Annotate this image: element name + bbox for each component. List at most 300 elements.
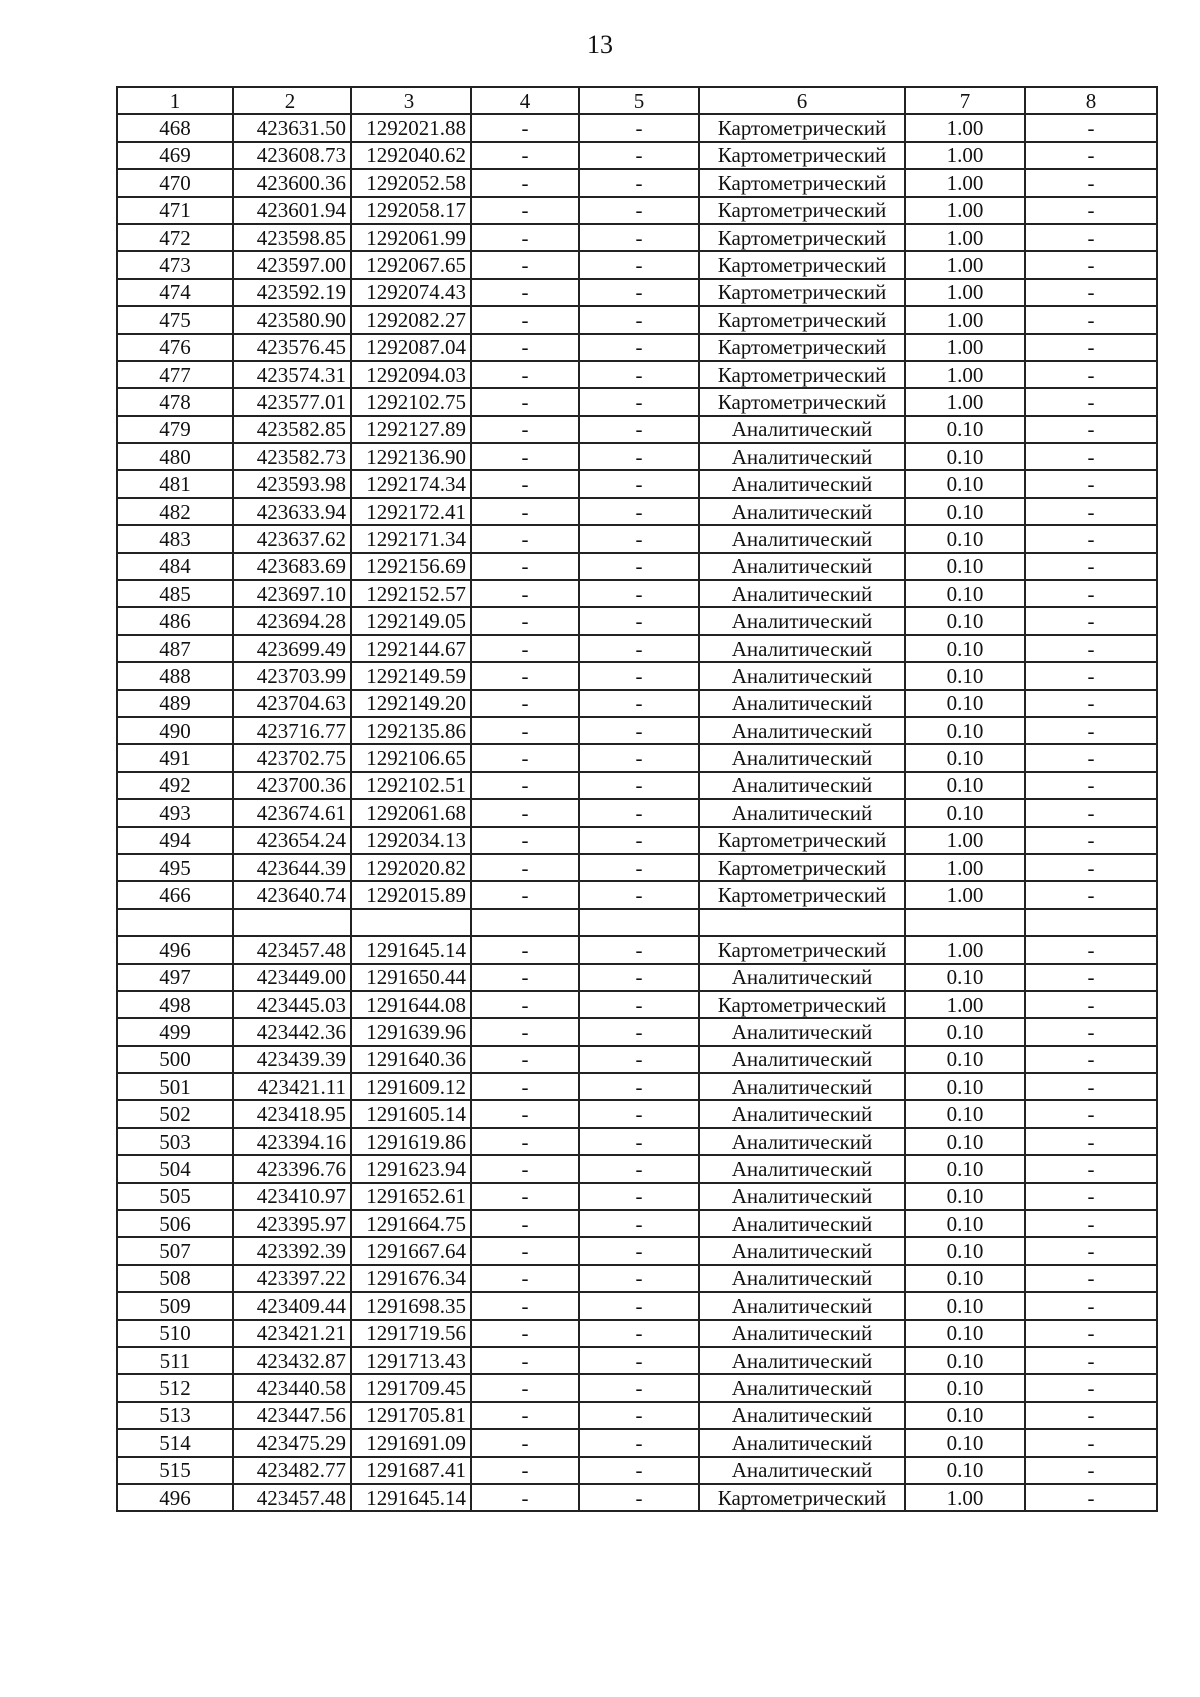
method-cell: Картометрический bbox=[699, 224, 905, 251]
col8-value-cell: - bbox=[1025, 443, 1157, 470]
y-coordinate-cell: 1292171.34 bbox=[351, 525, 471, 552]
y-coordinate-cell: 1292074.43 bbox=[351, 279, 471, 306]
table-row bbox=[117, 1183, 1157, 1210]
point-number-cell: 488 bbox=[117, 662, 233, 689]
col4-value-cell: - bbox=[471, 1429, 579, 1456]
point-number-cell: 494 bbox=[117, 827, 233, 854]
col4-value-cell: - bbox=[471, 744, 579, 771]
x-coordinate-cell: 423644.39 bbox=[233, 854, 351, 881]
col5-value-cell: - bbox=[579, 1484, 699, 1511]
point-number-cell: 468 bbox=[117, 114, 233, 141]
y-coordinate-cell: 1292156.69 bbox=[351, 553, 471, 580]
x-coordinate-cell: 423432.87 bbox=[233, 1347, 351, 1374]
table-row bbox=[117, 662, 1157, 689]
x-coordinate-cell: 423418.95 bbox=[233, 1100, 351, 1127]
y-coordinate-cell: 1292127.89 bbox=[351, 416, 471, 443]
accuracy-cell: 0.10 bbox=[905, 1320, 1025, 1347]
point-number-cell: 491 bbox=[117, 744, 233, 771]
accuracy-cell: 0.10 bbox=[905, 1402, 1025, 1429]
accuracy-cell bbox=[905, 909, 1025, 936]
header-cell: 8 bbox=[1025, 87, 1157, 114]
col8-value-cell: - bbox=[1025, 1292, 1157, 1319]
table-row bbox=[117, 1018, 1157, 1045]
table-row bbox=[117, 1374, 1157, 1401]
table-row bbox=[117, 525, 1157, 552]
accuracy-cell: 1.00 bbox=[905, 279, 1025, 306]
y-coordinate-cell: 1291709.45 bbox=[351, 1374, 471, 1401]
coordinates-table bbox=[116, 86, 1158, 1512]
point-number-cell: 477 bbox=[117, 361, 233, 388]
method-cell: Картометрический bbox=[699, 251, 905, 278]
col8-value-cell: - bbox=[1025, 525, 1157, 552]
method-cell: Картометрический bbox=[699, 169, 905, 196]
method-cell: Аналитический bbox=[699, 443, 905, 470]
col8-value-cell: - bbox=[1025, 854, 1157, 881]
col5-value-cell: - bbox=[579, 1046, 699, 1073]
accuracy-cell: 1.00 bbox=[905, 224, 1025, 251]
accuracy-cell: 0.10 bbox=[905, 1265, 1025, 1292]
table-row bbox=[117, 1292, 1157, 1319]
col5-value-cell: - bbox=[579, 306, 699, 333]
method-cell: Аналитический bbox=[699, 1155, 905, 1182]
col4-value-cell: - bbox=[471, 1292, 579, 1319]
col4-value-cell: - bbox=[471, 1320, 579, 1347]
table-row bbox=[117, 964, 1157, 991]
col4-value-cell: - bbox=[471, 334, 579, 361]
y-coordinate-cell: 1292149.20 bbox=[351, 690, 471, 717]
col8-value-cell: - bbox=[1025, 1457, 1157, 1484]
table-row bbox=[117, 1402, 1157, 1429]
y-coordinate-cell: 1292144.67 bbox=[351, 635, 471, 662]
col4-value-cell: - bbox=[471, 114, 579, 141]
accuracy-cell: 1.00 bbox=[905, 388, 1025, 415]
accuracy-cell: 0.10 bbox=[905, 717, 1025, 744]
y-coordinate-cell: 1292172.41 bbox=[351, 498, 471, 525]
accuracy-cell: 1.00 bbox=[905, 1484, 1025, 1511]
y-coordinate-cell: 1292149.05 bbox=[351, 607, 471, 634]
accuracy-cell: 1.00 bbox=[905, 142, 1025, 169]
y-coordinate-cell: 1292149.59 bbox=[351, 662, 471, 689]
col8-value-cell: - bbox=[1025, 936, 1157, 963]
method-cell: Аналитический bbox=[699, 1073, 905, 1100]
col4-value-cell: - bbox=[471, 1237, 579, 1264]
table-row bbox=[117, 1347, 1157, 1374]
table-row bbox=[117, 416, 1157, 443]
col8-value-cell: - bbox=[1025, 1100, 1157, 1127]
y-coordinate-cell bbox=[351, 909, 471, 936]
x-coordinate-cell bbox=[233, 909, 351, 936]
x-coordinate-cell: 423582.73 bbox=[233, 443, 351, 470]
y-coordinate-cell: 1291619.86 bbox=[351, 1128, 471, 1155]
method-cell bbox=[699, 909, 905, 936]
col5-value-cell: - bbox=[579, 1210, 699, 1237]
col5-value-cell: - bbox=[579, 690, 699, 717]
method-cell: Аналитический bbox=[699, 553, 905, 580]
method-cell: Картометрический bbox=[699, 334, 905, 361]
method-cell: Аналитический bbox=[699, 1237, 905, 1264]
col4-value-cell: - bbox=[471, 1018, 579, 1045]
y-coordinate-cell: 1291719.56 bbox=[351, 1320, 471, 1347]
accuracy-cell: 1.00 bbox=[905, 361, 1025, 388]
x-coordinate-cell: 423395.97 bbox=[233, 1210, 351, 1237]
col4-value-cell: - bbox=[471, 772, 579, 799]
y-coordinate-cell: 1291609.12 bbox=[351, 1073, 471, 1100]
method-cell: Картометрический bbox=[699, 306, 905, 333]
col5-value-cell: - bbox=[579, 197, 699, 224]
method-cell: Аналитический bbox=[699, 799, 905, 826]
col5-value-cell: - bbox=[579, 799, 699, 826]
col4-value-cell: - bbox=[471, 169, 579, 196]
col8-value-cell: - bbox=[1025, 114, 1157, 141]
col8-value-cell: - bbox=[1025, 306, 1157, 333]
col8-value-cell: - bbox=[1025, 827, 1157, 854]
accuracy-cell: 0.10 bbox=[905, 1073, 1025, 1100]
y-coordinate-cell: 1292106.65 bbox=[351, 744, 471, 771]
y-coordinate-cell: 1291644.08 bbox=[351, 991, 471, 1018]
point-number-cell: 497 bbox=[117, 964, 233, 991]
point-number-cell: 508 bbox=[117, 1265, 233, 1292]
x-coordinate-cell: 423654.24 bbox=[233, 827, 351, 854]
table-row bbox=[117, 1073, 1157, 1100]
method-cell: Аналитический bbox=[699, 1457, 905, 1484]
col5-value-cell: - bbox=[579, 169, 699, 196]
col8-value-cell: - bbox=[1025, 1073, 1157, 1100]
col8-value-cell: - bbox=[1025, 1128, 1157, 1155]
method-cell: Картометрический bbox=[699, 854, 905, 881]
accuracy-cell: 1.00 bbox=[905, 854, 1025, 881]
col8-value-cell: - bbox=[1025, 251, 1157, 278]
col5-value-cell: - bbox=[579, 416, 699, 443]
table-row bbox=[117, 334, 1157, 361]
header-cell: 5 bbox=[579, 87, 699, 114]
header-cell: 6 bbox=[699, 87, 905, 114]
y-coordinate-cell: 1292135.86 bbox=[351, 717, 471, 744]
col5-value-cell: - bbox=[579, 772, 699, 799]
x-coordinate-cell: 423397.22 bbox=[233, 1265, 351, 1292]
method-cell: Аналитический bbox=[699, 1128, 905, 1155]
y-coordinate-cell: 1291705.81 bbox=[351, 1402, 471, 1429]
method-cell: Аналитический bbox=[699, 1100, 905, 1127]
point-number-cell: 492 bbox=[117, 772, 233, 799]
point-number-cell: 510 bbox=[117, 1320, 233, 1347]
x-coordinate-cell: 423475.29 bbox=[233, 1429, 351, 1456]
table-row bbox=[117, 306, 1157, 333]
point-number-cell: 495 bbox=[117, 854, 233, 881]
col5-value-cell bbox=[579, 909, 699, 936]
method-cell: Аналитический bbox=[699, 744, 905, 771]
accuracy-cell: 1.00 bbox=[905, 306, 1025, 333]
y-coordinate-cell: 1292061.68 bbox=[351, 799, 471, 826]
table-row bbox=[117, 936, 1157, 963]
col8-value-cell: - bbox=[1025, 470, 1157, 497]
table-row bbox=[117, 635, 1157, 662]
x-coordinate-cell: 423694.28 bbox=[233, 607, 351, 634]
y-coordinate-cell: 1292015.89 bbox=[351, 881, 471, 908]
method-cell: Аналитический bbox=[699, 1320, 905, 1347]
col5-value-cell: - bbox=[579, 443, 699, 470]
x-coordinate-cell: 423637.62 bbox=[233, 525, 351, 552]
x-coordinate-cell: 423631.50 bbox=[233, 114, 351, 141]
y-coordinate-cell: 1291645.14 bbox=[351, 1484, 471, 1511]
col5-value-cell: - bbox=[579, 251, 699, 278]
table-row bbox=[117, 854, 1157, 881]
accuracy-cell: 0.10 bbox=[905, 635, 1025, 662]
point-number-cell: 466 bbox=[117, 881, 233, 908]
y-coordinate-cell: 1292094.03 bbox=[351, 361, 471, 388]
col4-value-cell: - bbox=[471, 662, 579, 689]
point-number-cell: 478 bbox=[117, 388, 233, 415]
col4-value-cell: - bbox=[471, 1484, 579, 1511]
col8-value-cell: - bbox=[1025, 388, 1157, 415]
table-row bbox=[117, 498, 1157, 525]
point-number-cell: 505 bbox=[117, 1183, 233, 1210]
accuracy-cell: 0.10 bbox=[905, 1183, 1025, 1210]
accuracy-cell: 0.10 bbox=[905, 1237, 1025, 1264]
x-coordinate-cell: 423580.90 bbox=[233, 306, 351, 333]
x-coordinate-cell: 423439.39 bbox=[233, 1046, 351, 1073]
point-number-cell: 509 bbox=[117, 1292, 233, 1319]
method-cell: Картометрический bbox=[699, 361, 905, 388]
table-row bbox=[117, 388, 1157, 415]
x-coordinate-cell: 423598.85 bbox=[233, 224, 351, 251]
method-cell: Аналитический bbox=[699, 964, 905, 991]
point-number-cell: 499 bbox=[117, 1018, 233, 1045]
method-cell: Картометрический bbox=[699, 1484, 905, 1511]
accuracy-cell: 0.10 bbox=[905, 498, 1025, 525]
table-row bbox=[117, 580, 1157, 607]
table-row bbox=[117, 991, 1157, 1018]
col5-value-cell: - bbox=[579, 1347, 699, 1374]
x-coordinate-cell: 423597.00 bbox=[233, 251, 351, 278]
method-cell: Аналитический bbox=[699, 690, 905, 717]
x-coordinate-cell: 423608.73 bbox=[233, 142, 351, 169]
method-cell: Аналитический bbox=[699, 1292, 905, 1319]
accuracy-cell: 0.10 bbox=[905, 662, 1025, 689]
col8-value-cell: - bbox=[1025, 964, 1157, 991]
col8-value-cell: - bbox=[1025, 197, 1157, 224]
accuracy-cell: 0.10 bbox=[905, 580, 1025, 607]
y-coordinate-cell: 1291650.44 bbox=[351, 964, 471, 991]
col8-value-cell: - bbox=[1025, 580, 1157, 607]
x-coordinate-cell: 423396.76 bbox=[233, 1155, 351, 1182]
table-row bbox=[117, 1265, 1157, 1292]
point-number-cell: 496 bbox=[117, 936, 233, 963]
col8-value-cell: - bbox=[1025, 607, 1157, 634]
x-coordinate-cell: 423716.77 bbox=[233, 717, 351, 744]
point-number-cell: 513 bbox=[117, 1402, 233, 1429]
col5-value-cell: - bbox=[579, 553, 699, 580]
col4-value-cell: - bbox=[471, 635, 579, 662]
col5-value-cell: - bbox=[579, 114, 699, 141]
col4-value-cell: - bbox=[471, 1347, 579, 1374]
col8-value-cell: - bbox=[1025, 1484, 1157, 1511]
col8-value-cell: - bbox=[1025, 1210, 1157, 1237]
x-coordinate-cell: 423445.03 bbox=[233, 991, 351, 1018]
y-coordinate-cell: 1291687.41 bbox=[351, 1457, 471, 1484]
table-body bbox=[117, 114, 1157, 1511]
y-coordinate-cell: 1291639.96 bbox=[351, 1018, 471, 1045]
col5-value-cell: - bbox=[579, 1128, 699, 1155]
x-coordinate-cell: 423683.69 bbox=[233, 553, 351, 580]
col5-value-cell: - bbox=[579, 1237, 699, 1264]
x-coordinate-cell: 423576.45 bbox=[233, 334, 351, 361]
x-coordinate-cell: 423410.97 bbox=[233, 1183, 351, 1210]
col8-value-cell: - bbox=[1025, 717, 1157, 744]
col8-value-cell: - bbox=[1025, 416, 1157, 443]
x-coordinate-cell: 423577.01 bbox=[233, 388, 351, 415]
point-number-cell: 502 bbox=[117, 1100, 233, 1127]
y-coordinate-cell: 1292087.04 bbox=[351, 334, 471, 361]
col5-value-cell: - bbox=[579, 881, 699, 908]
point-number-cell: 483 bbox=[117, 525, 233, 552]
y-coordinate-cell: 1291623.94 bbox=[351, 1155, 471, 1182]
y-coordinate-cell: 1292102.51 bbox=[351, 772, 471, 799]
x-coordinate-cell: 423601.94 bbox=[233, 197, 351, 224]
col8-value-cell: - bbox=[1025, 142, 1157, 169]
col8-value-cell: - bbox=[1025, 224, 1157, 251]
table-row bbox=[117, 909, 1157, 936]
table-row bbox=[117, 690, 1157, 717]
point-number-cell: 507 bbox=[117, 1237, 233, 1264]
accuracy-cell: 1.00 bbox=[905, 334, 1025, 361]
table-row bbox=[117, 114, 1157, 141]
point-number-cell: 486 bbox=[117, 607, 233, 634]
col5-value-cell: - bbox=[579, 580, 699, 607]
y-coordinate-cell: 1291667.64 bbox=[351, 1237, 471, 1264]
y-coordinate-cell: 1292174.34 bbox=[351, 470, 471, 497]
col4-value-cell: - bbox=[471, 388, 579, 415]
accuracy-cell: 0.10 bbox=[905, 553, 1025, 580]
accuracy-cell: 1.00 bbox=[905, 936, 1025, 963]
table-row bbox=[117, 744, 1157, 771]
accuracy-cell: 0.10 bbox=[905, 744, 1025, 771]
method-cell: Аналитический bbox=[699, 1018, 905, 1045]
point-number-cell: 480 bbox=[117, 443, 233, 470]
accuracy-cell: 0.10 bbox=[905, 1292, 1025, 1319]
col5-value-cell: - bbox=[579, 1320, 699, 1347]
x-coordinate-cell: 423600.36 bbox=[233, 169, 351, 196]
x-coordinate-cell: 423394.16 bbox=[233, 1128, 351, 1155]
col5-value-cell: - bbox=[579, 964, 699, 991]
point-number-cell: 481 bbox=[117, 470, 233, 497]
point-number-cell: 501 bbox=[117, 1073, 233, 1100]
y-coordinate-cell: 1292058.17 bbox=[351, 197, 471, 224]
y-coordinate-cell: 1291698.35 bbox=[351, 1292, 471, 1319]
x-coordinate-cell: 423593.98 bbox=[233, 470, 351, 497]
point-number-cell: 469 bbox=[117, 142, 233, 169]
method-cell: Картометрический bbox=[699, 114, 905, 141]
method-cell: Аналитический bbox=[699, 1402, 905, 1429]
method-cell: Аналитический bbox=[699, 662, 905, 689]
point-number-cell: 514 bbox=[117, 1429, 233, 1456]
col4-value-cell: - bbox=[471, 1265, 579, 1292]
accuracy-cell: 0.10 bbox=[905, 1429, 1025, 1456]
col5-value-cell: - bbox=[579, 525, 699, 552]
y-coordinate-cell: 1292034.13 bbox=[351, 827, 471, 854]
col8-value-cell: - bbox=[1025, 1429, 1157, 1456]
accuracy-cell: 0.10 bbox=[905, 1210, 1025, 1237]
table-row bbox=[117, 799, 1157, 826]
col8-value-cell: - bbox=[1025, 169, 1157, 196]
col5-value-cell: - bbox=[579, 991, 699, 1018]
col4-value-cell: - bbox=[471, 224, 579, 251]
point-number-cell: 511 bbox=[117, 1347, 233, 1374]
method-cell: Аналитический bbox=[699, 1046, 905, 1073]
col4-value-cell: - bbox=[471, 607, 579, 634]
table-row bbox=[117, 361, 1157, 388]
col5-value-cell: - bbox=[579, 224, 699, 251]
point-number-cell: 489 bbox=[117, 690, 233, 717]
col4-value-cell: - bbox=[471, 1210, 579, 1237]
table-row bbox=[117, 1100, 1157, 1127]
point-number-cell: 487 bbox=[117, 635, 233, 662]
y-coordinate-cell: 1292021.88 bbox=[351, 114, 471, 141]
y-coordinate-cell: 1291713.43 bbox=[351, 1347, 471, 1374]
col8-value-cell bbox=[1025, 909, 1157, 936]
col4-value-cell: - bbox=[471, 553, 579, 580]
col4-value-cell: - bbox=[471, 1402, 579, 1429]
col5-value-cell: - bbox=[579, 498, 699, 525]
method-cell: Аналитический bbox=[699, 470, 905, 497]
col4-value-cell: - bbox=[471, 827, 579, 854]
col4-value-cell: - bbox=[471, 881, 579, 908]
col5-value-cell: - bbox=[579, 1457, 699, 1484]
col4-value-cell: - bbox=[471, 1073, 579, 1100]
x-coordinate-cell: 423697.10 bbox=[233, 580, 351, 607]
point-number-cell: 474 bbox=[117, 279, 233, 306]
point-number-cell: 498 bbox=[117, 991, 233, 1018]
col4-value-cell: - bbox=[471, 1183, 579, 1210]
table-row bbox=[117, 251, 1157, 278]
col4-value-cell: - bbox=[471, 1128, 579, 1155]
col8-value-cell: - bbox=[1025, 1320, 1157, 1347]
method-cell: Картометрический bbox=[699, 936, 905, 963]
x-coordinate-cell: 423592.19 bbox=[233, 279, 351, 306]
point-number-cell: 490 bbox=[117, 717, 233, 744]
table-row bbox=[117, 881, 1157, 908]
point-number-cell: 503 bbox=[117, 1128, 233, 1155]
col5-value-cell: - bbox=[579, 470, 699, 497]
y-coordinate-cell: 1292136.90 bbox=[351, 443, 471, 470]
x-coordinate-cell: 423633.94 bbox=[233, 498, 351, 525]
x-coordinate-cell: 423582.85 bbox=[233, 416, 351, 443]
col5-value-cell: - bbox=[579, 1100, 699, 1127]
method-cell: Аналитический bbox=[699, 1374, 905, 1401]
y-coordinate-cell: 1292040.62 bbox=[351, 142, 471, 169]
x-coordinate-cell: 423447.56 bbox=[233, 1402, 351, 1429]
col8-value-cell: - bbox=[1025, 1155, 1157, 1182]
col5-value-cell: - bbox=[579, 1265, 699, 1292]
col4-value-cell: - bbox=[471, 717, 579, 744]
col8-value-cell: - bbox=[1025, 635, 1157, 662]
table-row bbox=[117, 224, 1157, 251]
accuracy-cell: 0.10 bbox=[905, 416, 1025, 443]
col8-value-cell: - bbox=[1025, 690, 1157, 717]
method-cell: Картометрический bbox=[699, 991, 905, 1018]
col5-value-cell: - bbox=[579, 936, 699, 963]
method-cell: Картометрический bbox=[699, 388, 905, 415]
point-number-cell: 500 bbox=[117, 1046, 233, 1073]
col5-value-cell: - bbox=[579, 662, 699, 689]
accuracy-cell: 0.10 bbox=[905, 470, 1025, 497]
x-coordinate-cell: 423421.21 bbox=[233, 1320, 351, 1347]
col8-value-cell: - bbox=[1025, 553, 1157, 580]
y-coordinate-cell: 1291652.61 bbox=[351, 1183, 471, 1210]
point-number-cell: 484 bbox=[117, 553, 233, 580]
table-row bbox=[117, 197, 1157, 224]
col4-value-cell: - bbox=[471, 498, 579, 525]
method-cell: Аналитический bbox=[699, 580, 905, 607]
